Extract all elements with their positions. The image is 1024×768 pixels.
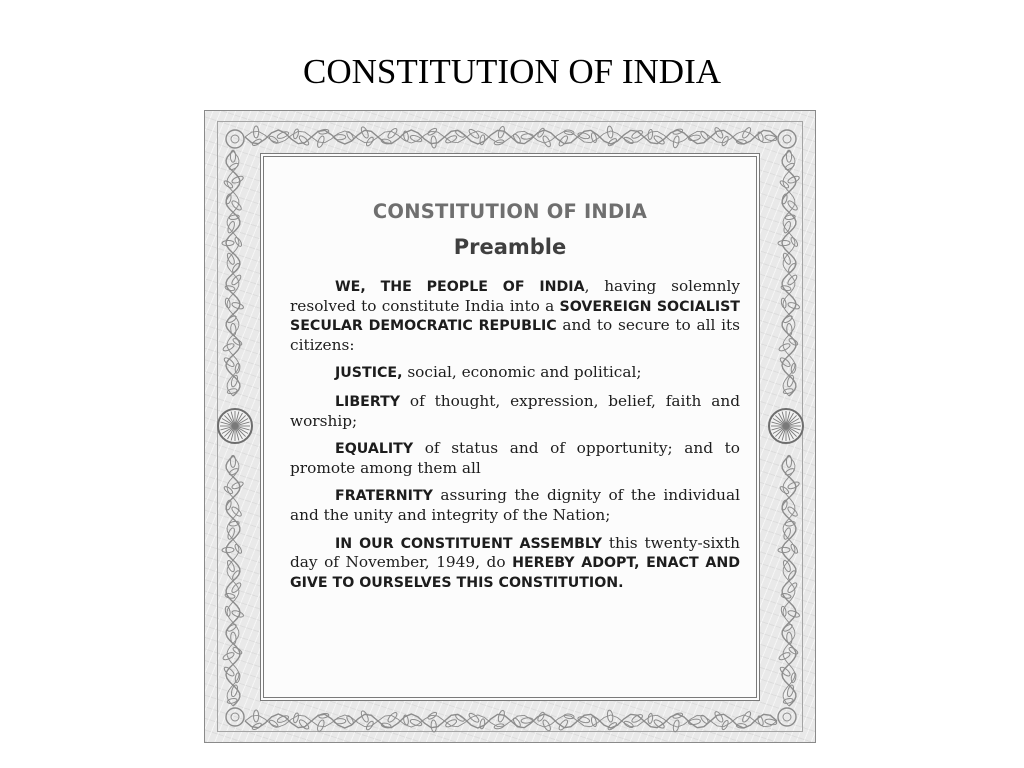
emphasis-text: SOVEREIGN SOCIALIST SECULAR DEMOCRATIC REPUBLIC (290, 298, 740, 335)
preamble-paragraph (290, 439, 740, 477)
emphasis-text: EQUALITY (335, 441, 414, 458)
document-subheading: Preamble (453, 235, 567, 259)
ashoka-chakra-icon (766, 406, 806, 446)
emphasis-text: FRATERNITY (335, 488, 433, 505)
preamble-image (204, 110, 816, 743)
emphasis-text: HEREBY ADOPT, ENACT AND GIVE TO OURSELVES THIS CONSTITUTION. (290, 555, 740, 591)
emphasis-text: WE, THE PEOPLE OF INDIA (335, 279, 585, 295)
preamble-paragraph (290, 277, 740, 354)
preamble-paragraph (290, 534, 740, 593)
paragraph-text: of status and of opportunity; and to promote among them all (290, 439, 740, 477)
preamble-paragraph (290, 486, 740, 524)
document-heading: CONSTITUTION OF INDIA (372, 200, 648, 223)
emphasis-text: JUSTICE, (335, 365, 403, 382)
preamble-paragraph (290, 392, 740, 430)
preamble-paragraph (290, 363, 740, 383)
emphasis-text: IN OUR CONSTITUENT ASSEMBLY (335, 535, 603, 552)
emphasis-text: LIBERTY (335, 393, 401, 410)
preamble-text (290, 277, 740, 601)
ashoka-chakra-icon (215, 406, 255, 446)
paragraph-text: of thought, expression, belief, faith and worship; (290, 391, 740, 430)
preamble-panel (260, 153, 760, 701)
slide-title: CONSTITUTION OF INDIA (302, 52, 722, 91)
paragraph-text: , having solemnly resolved to constitute India into a (290, 277, 740, 315)
paragraph-text: and to secure to all its citizens: (290, 316, 740, 354)
paragraph-text: this twenty-sixth day of November, 1949, do (290, 533, 740, 572)
paragraph-text: assuring the dignity of the individual and the unity and integrity of the Nation; (290, 486, 740, 524)
paragraph-text: social, economic and political; (402, 363, 642, 382)
